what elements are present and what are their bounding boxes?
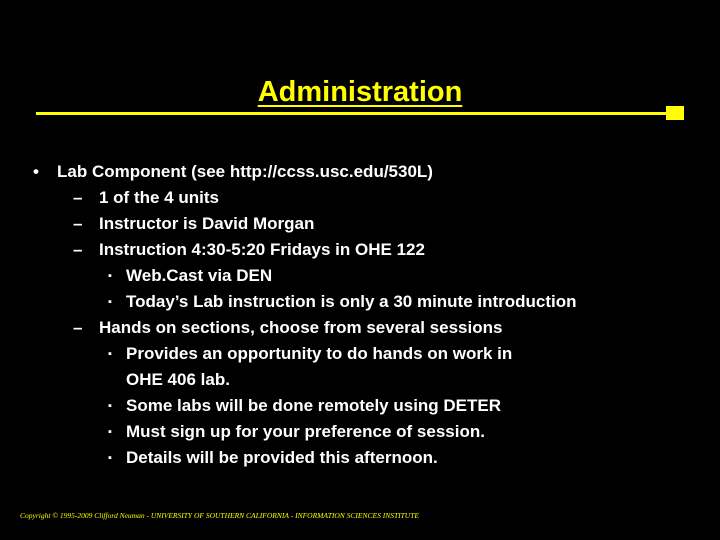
bullet-text: Details will be provided this afternoon. [126, 448, 438, 467]
bullet-marker: – [73, 318, 83, 337]
title-rule-end-block [666, 106, 684, 120]
bullet-item [0, 263, 720, 289]
bullet-item [0, 211, 720, 237]
bullet-text: Hands on sections, choose from several sessions [99, 318, 503, 337]
bullet-text: Some labs will be done remotely using DETER [126, 396, 502, 415]
bullet-text: Today’s Lab instruction is only a 30 minute introduction [126, 292, 577, 311]
bullet-text: OHE 406 lab. [126, 370, 230, 389]
bullet-marker: – [73, 188, 83, 207]
bullet-item [0, 159, 720, 185]
bullet-marker: ▪ [108, 400, 112, 412]
title-rule [36, 112, 666, 115]
bullet-item [0, 315, 720, 341]
bullet-item [0, 237, 720, 263]
bullet-text: Lab Component (see http://ccss.usc.edu/530L) [57, 162, 433, 181]
bullet-marker: ▪ [108, 348, 112, 360]
bullet-text: Web.Cast via DEN [126, 266, 273, 285]
bullet-text: Provides an opportunity to do hands on work in [126, 344, 513, 363]
bullet-text: Must sign up for your preference of session. [126, 422, 485, 441]
bullet-marker: ▪ [108, 426, 112, 438]
copyright-footer: Copyright © 1995-2009 Clifford Neuman - UNIVERSITY OF SOUTHERN CALIFORNIA - INFORMATION SCIENCES INSTITUTE [20, 511, 419, 520]
bullet-item [0, 341, 720, 367]
bullet-continuation [0, 367, 720, 393]
bullet-text: Instruction 4:30-5:20 Fridays in OHE 122 [99, 240, 425, 259]
bullet-marker: ▪ [108, 452, 112, 464]
slide-title: Administration [257, 76, 463, 108]
bullet-item [0, 289, 720, 315]
bullet-marker: • [33, 162, 39, 181]
bullet-marker: – [73, 240, 83, 259]
bullet-item [0, 393, 720, 419]
bullet-item [0, 419, 720, 445]
bullet-item [0, 185, 720, 211]
bullet-marker: – [73, 214, 83, 233]
bullet-text: Instructor is David Morgan [99, 214, 315, 233]
bullet-marker: ▪ [108, 270, 112, 282]
bullet-text: 1 of the 4 units [99, 188, 219, 207]
bullet-marker: ▪ [108, 296, 112, 308]
bullet-item [0, 445, 720, 471]
bullet-list [0, 159, 720, 471]
